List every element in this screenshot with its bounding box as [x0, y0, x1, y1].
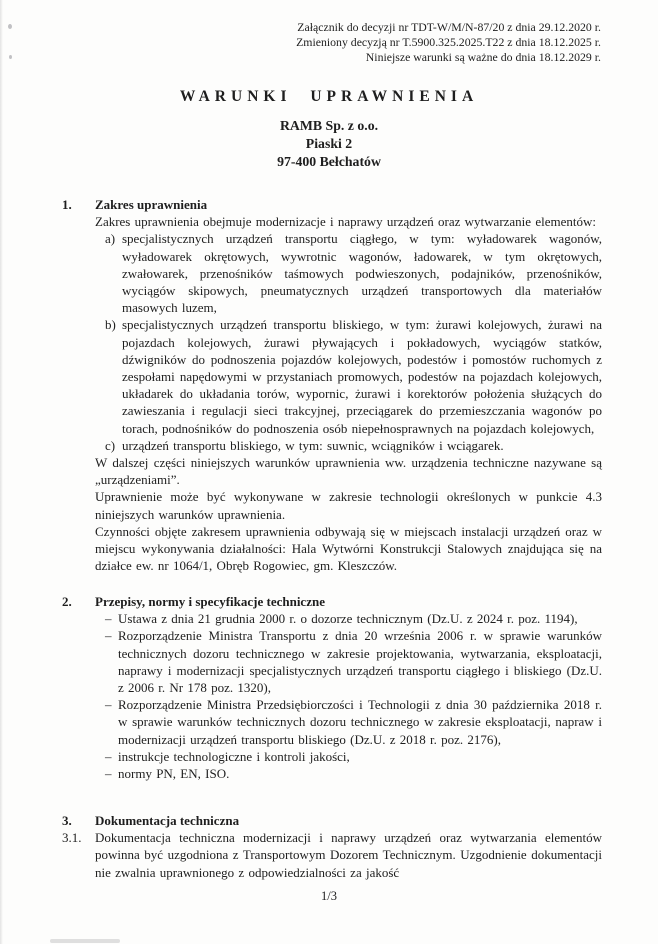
section-heading-row [62, 196, 602, 213]
list-item [105, 765, 602, 782]
page-title: WARUNKI UPRAWNIENIA [179, 88, 479, 105]
list-item [105, 610, 602, 627]
list-item [105, 696, 602, 748]
scan-speck-artifact [8, 24, 12, 29]
list-text: Rozporządzenie Ministra Przedsiębiorczości i Technologii z dnia 30 października 2018 r. w sprawie warunków technicznych dozoru technicznego w zakresie eksploatacji, napraw i modernizacji urządzeń transportu bliskiego (Dz.U. z 2018 r. poz. 2176), [118, 697, 602, 747]
list-marker: c) [105, 437, 116, 453]
list-text: Ustawa z dnia 21 grudnia 2000 r. o dozorze technicznym (Dz.U. z 2024 r. poz. 1194), [118, 611, 578, 627]
section-number: 1. [62, 197, 72, 212]
header-note-line: Zmieniony decyzją nr T.5900.325.2025.T22 z dnia 18.12.2025 r. [296, 34, 601, 49]
company-block [0, 117, 658, 171]
section-heading: Dokumentacja techniczna [95, 813, 240, 828]
subitem-number: 3.1. [62, 830, 82, 846]
scan-speck-artifact [9, 55, 12, 59]
list-text: normy PN, EN, ISO. [118, 766, 230, 782]
list-marker: – [105, 766, 112, 782]
list-marker: b) [105, 317, 116, 333]
numbered-subitem [62, 829, 602, 881]
page-number: 1/3 [321, 889, 337, 903]
scan-smudge-artifact [50, 939, 120, 943]
section-body [95, 610, 602, 782]
subitem-text: Dokumentacja techniczna modernizacji i naprawy urządzeń oraz wytwarzania elementów powinna być uzgodniona z Transportowym Dozorem Technicznym. Uzgodnienie dokumentacji nie zwalnia uprawnionego z odpowiedzialności za jakość [95, 830, 602, 880]
section-number: 2. [62, 594, 72, 609]
company-city: 97-400 Bełchatów [277, 154, 381, 169]
decision-header-notes [296, 20, 601, 64]
section-heading-row [62, 812, 602, 829]
list-text: Rozporządzenie Ministra Transportu z dnia 20 września 2006 r. w sprawie warunków technicznych dozoru technicznego w zakresie projektowania, wytwarzania, eksploatacji, naprawy i modernizacji specjalistycznych urządzeń transportu ciągłego i bliskiego (Dz.U. z 2006 r. Nr 178 poz. 1320), [118, 628, 602, 696]
section-zakres-uprawnienia [62, 196, 602, 574]
header-note-line: Załącznik do decyzji nr TDT-W/M/N-87/20 z dnia 29.12.2020 r. [297, 20, 601, 34]
list-item [105, 437, 602, 454]
list-text: specjalistycznych urządzeń transportu bliskiego, w tym: żurawi kolejowych, żurawi na pojazdach kolejowych, żurawi pływających i pokładowych, wyciągów statków, dźwigników do podnoszenia pojazdów kolejowych, podestów i pomostów ruchomych z zespołami napędowymi w przystaniach promowych, podestów na pojazdach kolejowych, układarek do układania torów, wypornic, żurawi i korektorów położenia służących do zawieszania i regulacji sieci trakcyjnej, przeciągarek do przemieszczania wagonów po torach, podnośników do podnoszenia osób niepełnosprawnych na pojazdach kolejowych, [122, 317, 602, 436]
list-item [105, 748, 602, 765]
section-heading-row [62, 593, 602, 610]
list-marker: – [105, 611, 112, 627]
section-body [95, 213, 602, 574]
list-text: instrukcje technologiczne i kontroli jakości, [118, 748, 350, 764]
company-street: Piaski 2 [305, 136, 353, 151]
list-marker: – [105, 628, 112, 644]
list-marker: – [105, 748, 112, 764]
section-przepisy-normy [62, 593, 602, 782]
header-note-line: Niniejsze warunki są ważne do dnia 18.12.2029 r. [365, 49, 601, 64]
list-text: specjalistycznych urządzeń transportu ciągłego, w tym: wyładowarek wagonów, wyładowarek okrętowych, wywrotnic wagonów, ładowarek, w tym okrętowych, zwałowarek, przenośników taśmowych podwieszonych, podajników, przenośników, wyciągów skipowych, pneumatycznych urządzeń transportowych dla materiałów masowych luzem, [122, 231, 602, 316]
list-marker: a) [105, 231, 116, 247]
list-item [105, 316, 602, 436]
section-heading: Zakres uprawnienia [95, 197, 208, 212]
paragraph: Czynności objęte zakresem uprawnienia odbywają się w miejscach instalacji urządzeń oraz w miejscu wykonywania działalności: Hala Wytwórni Konstrukcji Stalowych znajdująca się na działce ew. nr 1064/1, Obręb Rogowiec, gm. Kleszczów. [95, 523, 602, 574]
paragraph: Zakres uprawnienia obejmuje modernizacje i naprawy urządzeń oraz wytwarzanie elementów: [95, 214, 596, 230]
list-item [105, 230, 602, 316]
section-dokumentacja-techniczna [62, 812, 602, 881]
list-text: urządzeń transportu bliskiego, w tym: suwnic, wciągników i wciągarek. [122, 437, 504, 453]
paragraph: W dalszej części niniejszych warunków uprawnienia ww. urządzenia techniczne nazywane są „urządzeniami”. [95, 455, 602, 488]
section-heading: Przepisy, normy i specyfikacje techniczne [95, 594, 325, 609]
list-marker: – [105, 697, 112, 713]
company-name: RAMB Sp. z o.o. [279, 118, 379, 133]
paragraph: Uprawnienie może być wykonywane w zakresie technologii określonych w punkcie 4.3 niniejszych warunków uprawnienia. [95, 489, 602, 522]
list-item [105, 627, 602, 696]
section-number: 3. [62, 813, 72, 828]
